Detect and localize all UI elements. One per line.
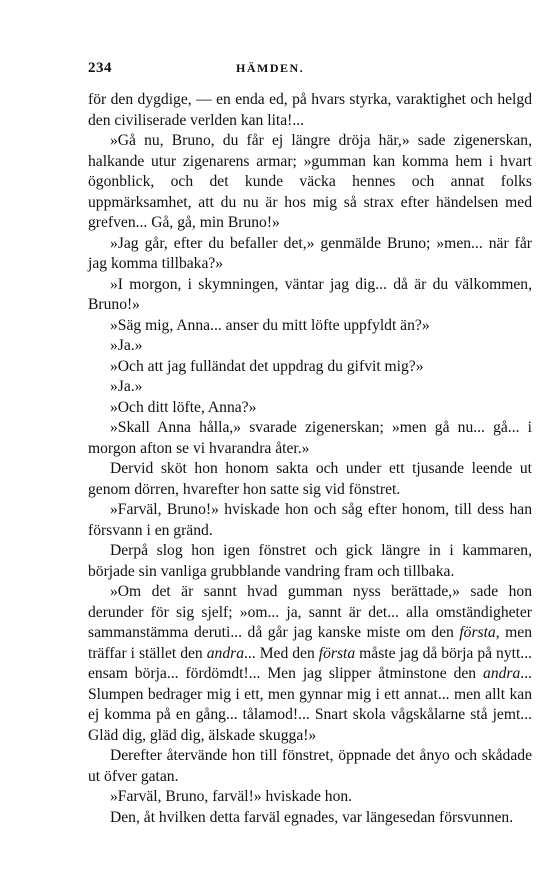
paragraph: Den, åt hvilken detta farväl egnades, var längesedan försvunnen. xyxy=(110,808,514,826)
paragraph: »Ja.» xyxy=(110,378,143,395)
italic-run: första xyxy=(459,624,496,641)
page-header xyxy=(88,60,532,84)
paragraph: Derefter återvände hon till fönstret, öppnade det ånyo och skådade ut öfver gatan. xyxy=(88,747,532,785)
italic-run: andra xyxy=(483,665,521,682)
paragraph-with-emphasis xyxy=(88,582,532,746)
paragraph: »Och ditt löfte, Anna?» xyxy=(110,398,257,416)
paragraph: »Skall Anna hålla,» svarade zigenerskan; »men gå nu... gå... i morgon afton se vi hvarandra åter.» xyxy=(88,419,532,457)
page-number: 234 xyxy=(88,60,112,76)
italic-run: andra xyxy=(206,644,244,662)
text-run: ... Med den xyxy=(244,644,319,662)
paragraph: »Farväl, Bruno!» hviskade hon och såg efter honom, till dess han försvann i en gränd. xyxy=(88,501,532,539)
paragraph: »Farväl, Bruno, farväl!» hviskade hon. xyxy=(110,788,353,805)
text-run: , men träffar i stället den xyxy=(88,624,532,662)
paragraph: »Jag går, efter du befaller det,» genmälde Bruno; »men... när får jag komma tillbaka?» xyxy=(88,234,532,272)
paragraph: Dervid sköt hon honom sakta och under ett tjusande leende ut genom dörren, hvarefter hon satte sig vid fönstret. xyxy=(88,460,532,498)
running-head: HÄMDEN. xyxy=(236,61,305,75)
paragraph: »Säg mig, Anna... anser du mitt löfte uppfyldt än?» xyxy=(110,316,430,334)
paragraph: »I morgon, i skymningen, väntar jag dig... då är du välkommen, Bruno!» xyxy=(88,275,532,313)
paragraph: Derpå slog hon igen fönstret och gick längre in i kammaren, började sin vanliga grubblande vandring fram och tillbaka. xyxy=(88,542,532,580)
paragraph: »Och att jag fulländat det uppdrag du gifvit mig?» xyxy=(110,357,424,375)
italic-run: första xyxy=(318,644,356,662)
paragraph: »Ja.» xyxy=(110,337,143,354)
paragraph: »Gå nu, Bruno, du får ej längre dröja här,» sade zigenerskan, halkande utur zigenarens armar; »gumman kan komma hem i hvart ögonblick, och det kunde väcka hennes och annat folks uppmärksamhet, att du nu är hos mig så strax efter händelsen med grefven... Gå, gå, min Bruno!» xyxy=(88,132,532,231)
text-run: ... Slumpen bedrager mig i ett, men gynnar mig i ett annat... men allt kan ej komma på en gång... tålamod!... Snart skola vågskålarne stå jemt... Gläd dig, gläd dig, älskade skugga!» xyxy=(88,665,532,744)
text-run: måste jag då börja på nytt... ensam börja... fördömdt!... Men jag slipper åtminstone den xyxy=(88,644,532,682)
book-page xyxy=(88,60,532,828)
text-run: »Om det är sannt hvad gumman nyss berättade,» sade hon derunder för sig sjelf; »om... ja, sannt är det... alla omständigheter sammanstämma deruti... då går jag kanske miste om den xyxy=(88,583,532,641)
body-text xyxy=(88,90,532,828)
paragraph: för den dygdige, — en enda ed, på hvars styrka, varaktighet och helgd den civiliserade verlden kan lita!... xyxy=(88,91,532,129)
